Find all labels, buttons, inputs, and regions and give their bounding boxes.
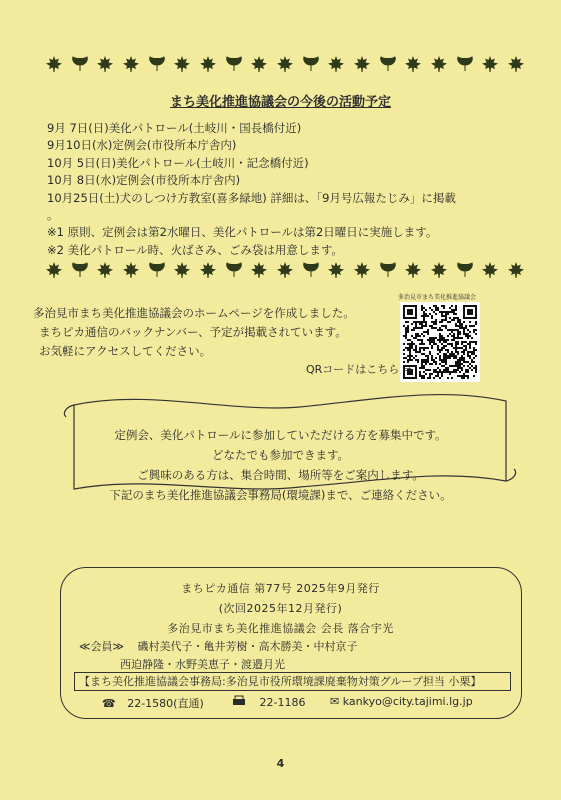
recruit-line: どなたでも参加できます。 xyxy=(211,448,350,462)
maple-leaf-icon xyxy=(353,261,371,279)
maple-leaf-icon xyxy=(430,261,448,279)
maple-leaf-icon xyxy=(250,55,268,73)
mail-icon: ✉ xyxy=(330,695,340,708)
phone-contact xyxy=(102,695,204,711)
recruit-line: 定例会、美化パトロールに参加していただける方を募集中です。 xyxy=(114,428,447,442)
maple-leaf-icon xyxy=(173,261,191,279)
maple-leaf-icon xyxy=(45,261,63,279)
ginkgo-leaf-icon xyxy=(379,261,397,279)
members-row-1 xyxy=(79,638,358,654)
maple-leaf-icon xyxy=(276,261,294,279)
qr-link-label: QRコードはこちら ⇒ xyxy=(306,363,413,376)
schedule-item: 。 xyxy=(47,208,59,223)
ginkgo-leaf-icon xyxy=(456,261,474,279)
recruit-line: ご興味のある方は、集合時間、場所等をご案内します。 xyxy=(137,468,424,482)
maple-leaf-icon xyxy=(327,261,345,279)
schedule-note: ※2 美化パトロール時、火ばさみ、ごみ袋は用意します。 xyxy=(47,242,343,257)
schedule-item: 9月 7日(日)美化パトロール(土岐川・国長橋付近) xyxy=(47,121,302,135)
page-title: まち美化推進協議会の今後の活動予定 xyxy=(169,95,391,110)
office-info: 【まち美化推進協議会事務局:多治見市役所環境課廃棄物対策グループ担当 小栗】 xyxy=(74,672,511,691)
maple-leaf-icon xyxy=(199,261,217,279)
next-issue: (次回2025年12月発行) xyxy=(218,602,343,615)
homepage-line: 多治見市まち美化推進協議会のホームページを作成しました。 xyxy=(33,306,355,320)
issue-info: まちピカ通信 第77号 2025年9月発行 xyxy=(181,582,380,595)
maple-leaf-icon xyxy=(250,261,268,279)
homepage-line: お気軽にアクセスしてください。 xyxy=(39,344,212,358)
recruit-line: 下記のまち美化推進協議会事務局(環境課)まで、ご連絡ください。 xyxy=(109,488,452,502)
maple-leaf-icon xyxy=(45,55,63,73)
maple-leaf-icon xyxy=(173,55,191,73)
ginkgo-leaf-icon xyxy=(148,55,166,73)
page-number: 4 xyxy=(276,757,285,770)
ginkgo-leaf-icon xyxy=(379,55,397,73)
qr-caption: 多治見市まち美化推進協議会 xyxy=(398,294,477,301)
chairperson: 多治見市まち美化推進協議会 会長 落合宇光 xyxy=(167,622,394,635)
fax-contact xyxy=(232,695,305,709)
email-address[interactable]: kankyo@city.tajimi.lg.jp xyxy=(342,695,473,708)
schedule-item: 10月 5日(日)美化パトロール(土岐川・記念橋付近) xyxy=(47,155,309,170)
schedule-note: ※1 原則、定例会は第2水曜日、美化パトロールは第2日曜日に実施します。 xyxy=(47,225,438,240)
maple-leaf-icon xyxy=(404,55,422,73)
members-label: ≪会員≫ xyxy=(79,640,125,653)
maple-leaf-icon xyxy=(327,55,345,73)
leaf-border-middle xyxy=(45,258,525,282)
maple-leaf-icon xyxy=(199,55,217,73)
phone-number: 22-1580(直通) xyxy=(127,697,204,710)
maple-leaf-icon xyxy=(507,55,525,73)
maple-leaf-icon xyxy=(353,55,371,73)
maple-leaf-icon xyxy=(96,261,114,279)
maple-leaf-icon xyxy=(404,261,422,279)
ginkgo-leaf-icon xyxy=(71,55,89,73)
maple-leaf-icon xyxy=(430,55,448,73)
ginkgo-leaf-icon xyxy=(302,55,320,73)
schedule-item: 10月25日(土)犬のしつけ方教室(喜多緑地) 詳細は、「9月号広報たじみ」に掲載 xyxy=(47,190,456,205)
fax-number: 22-1186 xyxy=(259,696,306,709)
maple-leaf-icon xyxy=(96,55,114,73)
ginkgo-leaf-icon xyxy=(225,261,243,279)
maple-leaf-icon xyxy=(507,261,525,279)
email-contact[interactable] xyxy=(330,695,473,708)
schedule-item: 9月10日(水)定例会(市役所本庁舎内) xyxy=(47,138,237,153)
ginkgo-leaf-icon xyxy=(148,261,166,279)
ginkgo-leaf-icon xyxy=(456,55,474,73)
maple-leaf-icon xyxy=(481,55,499,73)
homepage-line: まちピカ通信のバックナンバー、予定が掲載されています。 xyxy=(39,325,347,339)
maple-leaf-icon xyxy=(276,55,294,73)
leaf-border-top xyxy=(45,52,525,76)
fax-icon xyxy=(232,696,250,709)
phone-icon: ☎ xyxy=(102,697,116,710)
members-names: 磯村美代子・亀井芳樹・高木勝美・中村京子 xyxy=(137,640,358,653)
schedule-list xyxy=(47,120,456,259)
maple-leaf-icon xyxy=(122,55,140,73)
members-row-2: 西迫静隆・水野美恵子・渡邉月光 xyxy=(120,658,285,671)
maple-leaf-icon xyxy=(481,261,499,279)
ginkgo-leaf-icon xyxy=(225,55,243,73)
schedule-item: 10月 8日(水)定例会(市役所本庁舎内) xyxy=(47,173,241,188)
ginkgo-leaf-icon xyxy=(71,261,89,279)
ginkgo-leaf-icon xyxy=(302,261,320,279)
recruit-text xyxy=(0,425,561,505)
maple-leaf-icon xyxy=(122,261,140,279)
homepage-notice xyxy=(33,304,355,361)
